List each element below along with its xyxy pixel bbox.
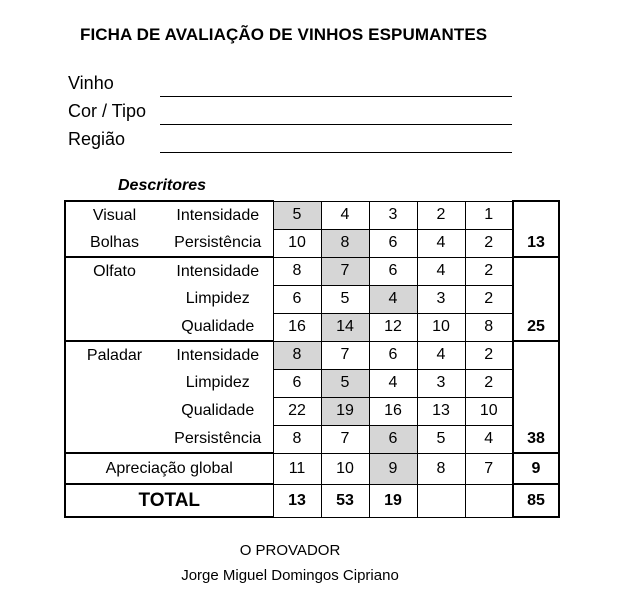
score-cell: 2 <box>465 257 513 285</box>
score-cell: 10 <box>465 397 513 425</box>
table-row <box>65 397 559 425</box>
table-row <box>65 369 559 397</box>
score-cell: 6 <box>273 369 321 397</box>
score-cell: 2 <box>465 341 513 369</box>
section-total-empty <box>513 341 559 369</box>
total-cell: 19 <box>369 484 417 517</box>
score-cell: 13 <box>417 397 465 425</box>
field-label-vinho: Vinho <box>68 73 114 93</box>
section-total-empty <box>513 369 559 397</box>
score-cell: 7 <box>321 425 369 453</box>
score-cell: 14 <box>321 313 369 341</box>
score-cell: 4 <box>369 285 417 313</box>
score-cell: 2 <box>417 201 465 229</box>
table-row <box>65 229 559 257</box>
section-total-empty <box>513 201 559 229</box>
total-label: TOTAL <box>65 484 273 517</box>
score-cell: 8 <box>273 341 321 369</box>
score-cell: 9 <box>369 453 417 484</box>
taster-name: Jorge Miguel Domingos Cipriano <box>181 567 399 584</box>
table-row <box>65 313 559 341</box>
category-olfato: Olfato <box>65 257 163 285</box>
category-paladar: Paladar <box>65 341 163 369</box>
category-visual: Visual <box>65 201 163 229</box>
score-cell: 1 <box>465 201 513 229</box>
score-cell: 6 <box>369 341 417 369</box>
section-total-paladar: 38 <box>513 425 559 453</box>
score-cell: 2 <box>465 285 513 313</box>
descriptor: Persistência <box>174 233 262 251</box>
table-row <box>65 341 559 369</box>
evaluation-table <box>64 200 560 518</box>
score-cell: 5 <box>273 201 321 229</box>
score-cell: 10 <box>273 229 321 257</box>
score-cell: 4 <box>321 201 369 229</box>
score-cell: 7 <box>321 257 369 285</box>
score-cell: 8 <box>321 229 369 257</box>
score-cell: 3 <box>417 369 465 397</box>
score-cell: 2 <box>465 369 513 397</box>
table-row <box>65 453 559 484</box>
score-cell: 3 <box>369 201 417 229</box>
score-cell: 6 <box>273 285 321 313</box>
score-cell: 8 <box>417 453 465 484</box>
score-cell: 8 <box>273 257 321 285</box>
score-cell: 16 <box>273 313 321 341</box>
taster-role: O PROVADOR <box>239 542 341 559</box>
descriptor: Persistência <box>174 429 262 447</box>
descriptor: Qualidade <box>181 402 255 419</box>
total-cell: 53 <box>321 484 369 517</box>
score-cell: 6 <box>369 425 417 453</box>
table-row <box>65 257 559 285</box>
descriptor: Qualidade <box>181 317 255 335</box>
score-cell: 7 <box>465 453 513 484</box>
section-total-visual: 13 <box>513 229 559 257</box>
score-cell: 8 <box>465 313 513 341</box>
score-cell: 4 <box>417 341 465 369</box>
field-label-regiao: Região <box>68 129 126 149</box>
descriptor: Limpidez <box>185 290 250 307</box>
score-cell: 22 <box>273 397 321 425</box>
section-total-apreciacao: 9 <box>513 453 559 484</box>
score-cell: 10 <box>417 313 465 341</box>
score-cell: 2 <box>465 229 513 257</box>
descritores-label: Descritores <box>118 177 207 194</box>
score-cell: 19 <box>321 397 369 425</box>
table-row <box>65 484 559 517</box>
score-cell: 6 <box>369 257 417 285</box>
table-row <box>65 425 559 453</box>
score-cell: 5 <box>321 369 369 397</box>
table-row <box>65 285 559 313</box>
score-cell: 3 <box>417 285 465 313</box>
total-cell: 13 <box>273 484 321 517</box>
form-title: FICHA DE AVALIAÇÃO DE VINHOS ESPUMANTES <box>80 25 488 44</box>
score-cell: 10 <box>321 453 369 484</box>
descriptor: Intensidade <box>163 201 273 229</box>
field-line-regiao[interactable] <box>160 152 512 153</box>
table-row <box>65 201 559 229</box>
score-cell: 5 <box>321 285 369 313</box>
score-cell: 16 <box>369 397 417 425</box>
descriptor: Intensidade <box>163 341 273 369</box>
descriptor: Limpidez <box>185 374 250 391</box>
score-cell: 4 <box>417 257 465 285</box>
score-cell: 8 <box>273 425 321 453</box>
total-cell <box>465 484 513 517</box>
score-cell: 7 <box>321 341 369 369</box>
field-line-cor-tipo[interactable] <box>160 124 512 125</box>
score-cell: 4 <box>417 229 465 257</box>
score-cell: 4 <box>465 425 513 453</box>
category-bolhas: Bolhas <box>65 229 163 257</box>
score-cell: 12 <box>369 313 417 341</box>
section-total-empty <box>513 285 559 313</box>
score-cell: 5 <box>417 425 465 453</box>
section-total-empty <box>513 397 559 425</box>
descriptor: Intensidade <box>163 257 273 285</box>
score-cell: 4 <box>369 369 417 397</box>
apreciacao-label: Apreciação global <box>65 453 273 484</box>
score-cell: 11 <box>273 453 321 484</box>
grand-total: 85 <box>513 484 559 517</box>
field-label-cor-tipo: Cor / Tipo <box>68 101 147 121</box>
total-cell <box>417 484 465 517</box>
section-total-olfato: 25 <box>513 313 559 341</box>
score-cell: 6 <box>369 229 417 257</box>
field-line-vinho[interactable] <box>160 96 512 97</box>
section-total-empty <box>513 257 559 285</box>
